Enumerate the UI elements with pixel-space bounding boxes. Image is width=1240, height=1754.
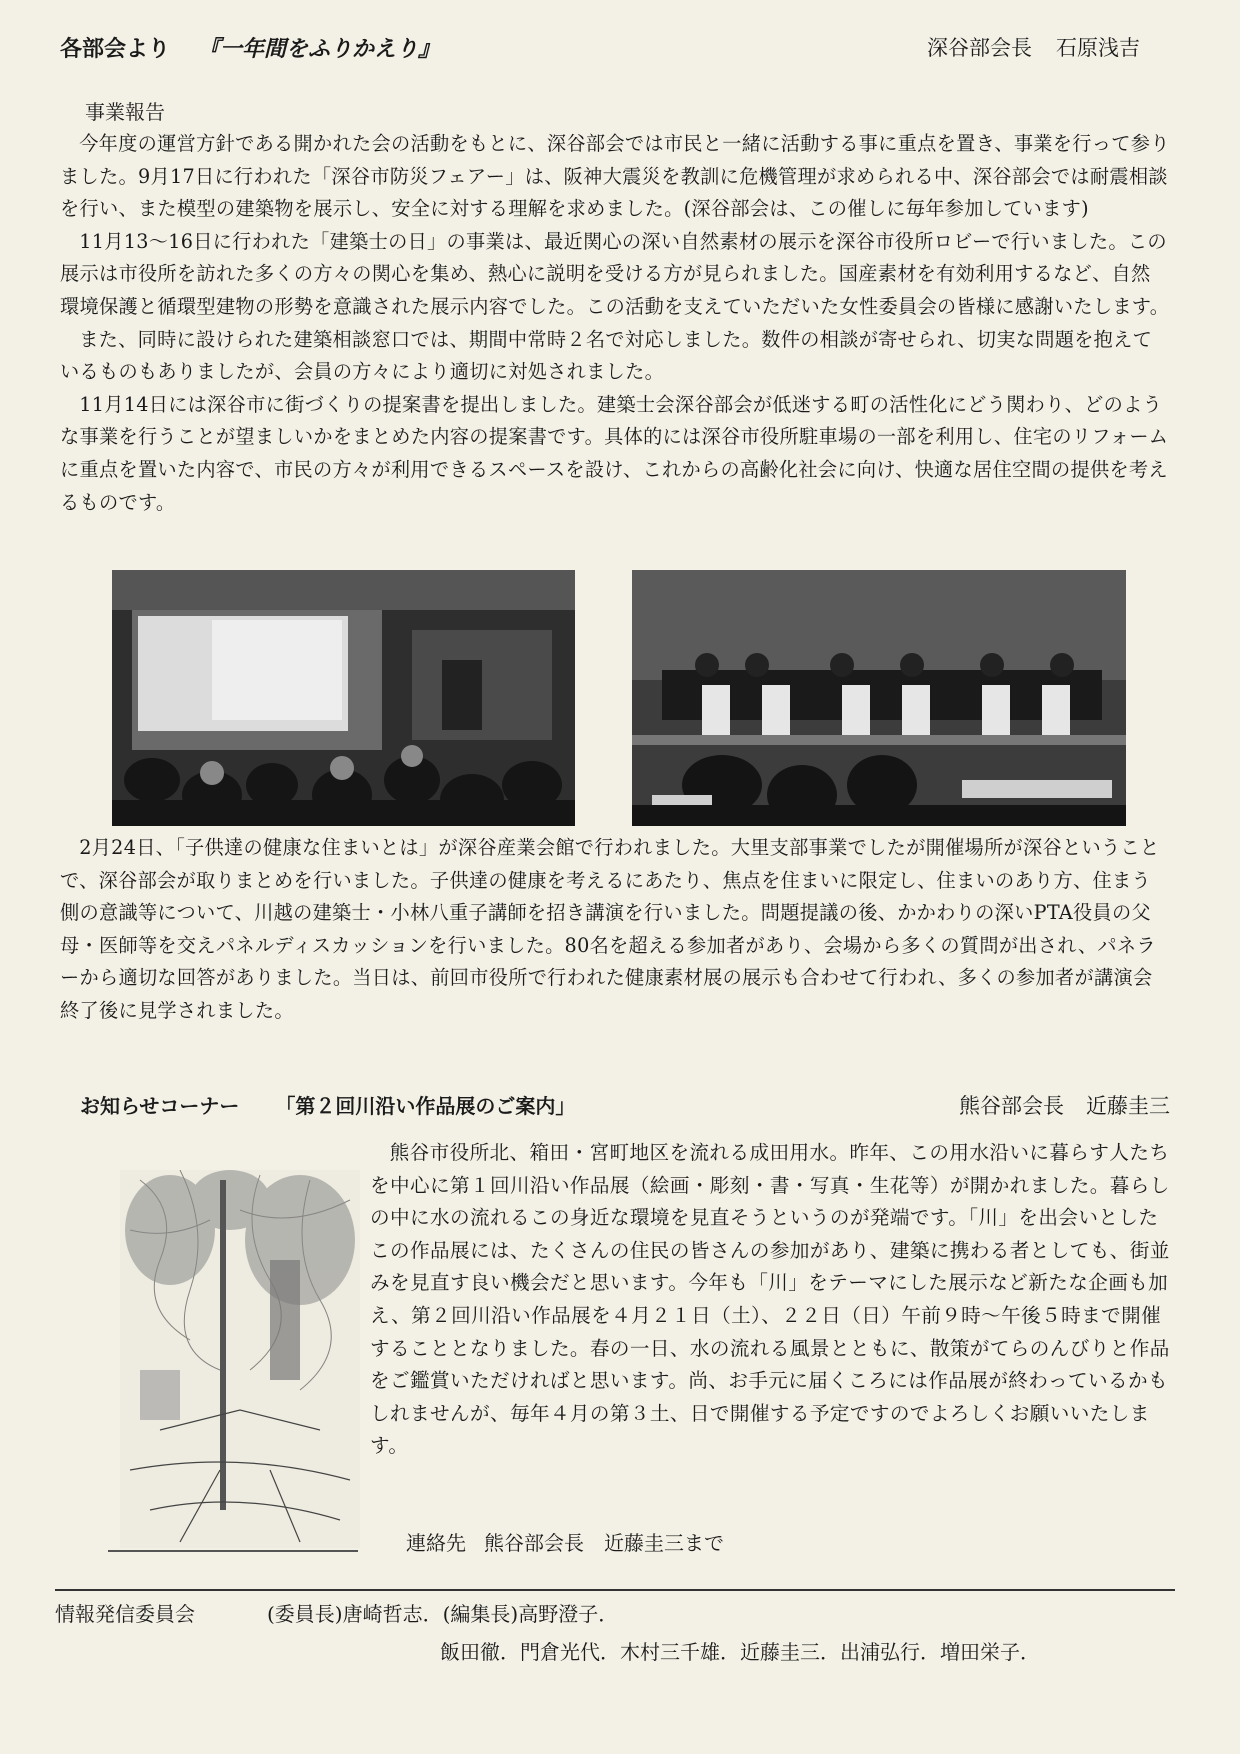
event-paragraph: 2月24日、「子供達の健康な住まいとは」が深谷産業会館で行われました。大里支部事業でしたが開催場所が深谷ということで、深谷部会が取りまとめを行いました。子供達の健康を考えるにあたり、焦点を住まいに限定し、住まいのあり方、住まう側の意識等について、川越の建築士・小林八重子講師を招き講演を行いました。問題提議の後、かかわりの深いPTA役員の父母・医師等を交えパネルディスカッションを行いました。80名を超える参加者があり、会場から多くの質問が出され、パネラーから適切な回答がありました。当日は、前回市役所で行われた健康素材展の展示も合わせて行われ、多くの参加者が講演会終了後に見学されました。 bbox=[60, 836, 1160, 1022]
notice-author-role: 熊谷部会長 bbox=[959, 1094, 1064, 1118]
notice-title: 「第２回川沿い作品展のご案内」 bbox=[275, 1094, 576, 1118]
report-paragraph: 今年度の運営方針である開かれた会の活動をもとに、深谷部会では市民と一緒に活動する事に重点を置き、事業を行って参りました。9月17日に行われた「深谷市防災フェアー」は、阪神大震災を教訓に危機管理が求められる中、深谷部会では耐震相談を行い、また模型の建築物を展示し、安全に対する理解を求めました。(深谷部会は、この催しに毎年参加しています) bbox=[60, 132, 1170, 221]
lecture-photo bbox=[112, 570, 575, 826]
author-name: 石原浅吉 bbox=[1056, 36, 1140, 60]
event-report bbox=[60, 832, 1170, 1028]
report-body bbox=[60, 128, 1170, 519]
author-role: 深谷部会長 bbox=[927, 36, 1032, 60]
riverside-sketch-image bbox=[120, 1170, 360, 1548]
notice-paragraph: 熊谷市役所北、箱田・宮町地区を流れる成田用水。昨年、この用水沿いに暮らす人たちを中心に第１回川沿い作品展（絵画・彫刻・書・写真・生花等）が開かれました。暮らしの中に水の流れるこの身近な環境を見直そうというのが発端です。「川」を出会いとしたこの作品展には、たくさんの住民の皆さんの参加があり、建築に携わる者としても、街並みを見直す良い機会だと思います。今年も「川」をテーマにした展示など新たな企画も加え、第２回川沿い作品展を４月２１日（土）、２２日（日）午前９時〜午後５時まで開催することとなりました。春の一日、水の流れる風景とともに、散策がてらのんびりと作品をご鑑賞いただければと思います。尚、お手元に届くころには作品展が終わっているかもしれませんが、毎年４月の第３土、日で開催する予定ですのでよろしくお願いいたします。 bbox=[370, 1141, 1170, 1458]
footer-committee-line bbox=[55, 1598, 618, 1627]
committee-name: 情報発信委員会 bbox=[55, 1602, 195, 1626]
report-paragraph: また、同時に設けられた建築相談窓口では、期間中常時２名で対応しました。数件の相談が寄せられ、切実な問題を抱えているものもありましたが、会員の方々により適切に対処されました。 bbox=[60, 327, 1153, 384]
notice-author-name: 近藤圭三 bbox=[1086, 1094, 1170, 1118]
notice-body bbox=[370, 1137, 1170, 1463]
article-title: 『一年間をふりかえり』 bbox=[198, 37, 441, 62]
article-header bbox=[60, 32, 1140, 72]
report-label: 事業報告 bbox=[85, 100, 165, 124]
section-heading: 各部会より bbox=[60, 37, 171, 62]
footer-divider bbox=[55, 1589, 1175, 1591]
notice-header bbox=[80, 1090, 1170, 1126]
committee-roles: (委員長)唐崎哲志．(編集長)高野澄子． bbox=[267, 1602, 619, 1626]
report-paragraph: 11月13〜16日に行われた「建築士の日」の事業は、最近関心の深い自然素材の展示を深谷市役所ロビーで行いました。この展示は市役所を訪れた多くの方々の関心を集め、熱心に説明を受ける方が見られました。国産素材を有効利用するなど、自然環境保護と循環型建物の形勢を意識された展示内容でした。この活動を支えていただいた女性委員会の皆様に感謝いたします。 bbox=[60, 229, 1170, 318]
committee-members: 飯田徹．門倉光代．木村三千雄．近藤圭三．出浦弘行．増田栄子． bbox=[440, 1640, 1040, 1664]
contact-value: 熊谷部会長 近藤圭三まで bbox=[484, 1531, 724, 1555]
notice-corner: お知らせコーナー bbox=[80, 1094, 240, 1118]
contact-label: 連絡先 bbox=[406, 1531, 466, 1555]
report-paragraph: 11月14日には深谷市に街づくりの提案書を提出しました。建築士会深谷部会が低迷する町の活性化にどう関わり、どのような事業を行うことが望ましいかをまとめた内容の提案書です。具体的には深谷市役所駐車場の一部を利用し、住宅のリフォームに重点を置いた内容で、市民の方々が利用できるスペースを設け、これからの高齢化社会に向け、快適な居住空間の提供を考えるものです。 bbox=[60, 392, 1169, 514]
panel-discussion-photo bbox=[632, 570, 1126, 826]
contact-line bbox=[406, 1527, 724, 1556]
sketch-divider bbox=[108, 1550, 358, 1552]
